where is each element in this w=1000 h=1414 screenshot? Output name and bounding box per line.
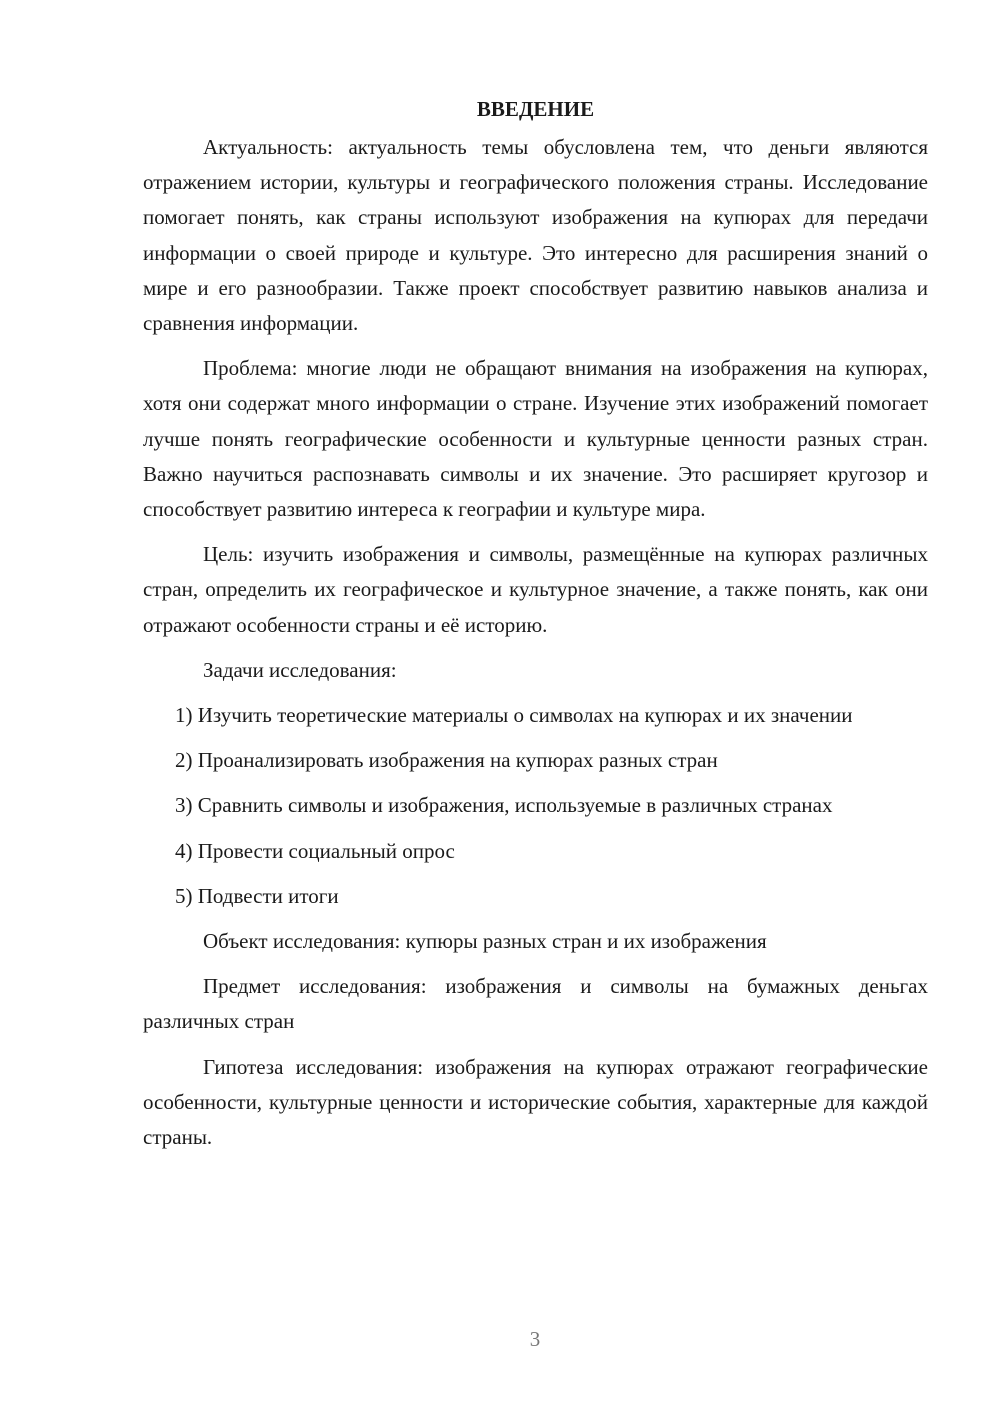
- object-paragraph: Объект исследования: купюры разных стран и их изображения: [203, 929, 767, 954]
- task-item: 4) Провести социальный опрос: [175, 838, 455, 863]
- tasks-heading: Задачи исследования:: [203, 657, 397, 682]
- task-item: 2) Проанализировать изображения на купюрах разных стран: [175, 748, 718, 773]
- goal-paragraph: Цель: изучить изображения и символы, размещённые на купюрах различных стран, определить их географическое и культурное значение, а также понять, как они отражают особенности страны и её историю.: [143, 542, 928, 637]
- relevance-paragraph: Актуальность: актуальность темы обусловлена тем, что деньги являются отражением истории, культуры и географического положения страны. Исследование помогает понять, как страны используют изображения на купюрах для передачи информации о своей природе и культуре. Это интересно для расширения знаний о мире и его разнообразии. Также проект способствует развитию навыков анализа и сравнения информации.: [143, 135, 928, 336]
- problem-paragraph: Проблема: многие люди не обращают внимания на изображения на купюрах, хотя они содержат много информации о стране. Изучение этих изображений помогает лучше понять географические особенности и культурные ценности разных стран. Важно научиться распознавать символы и их значение. Это расширяет кругозор и способствует развитию интереса к географии и культуре мира.: [143, 356, 928, 522]
- page-number: 3: [529, 1327, 541, 1351]
- task-item: 1) Изучить теоретические материалы о символах на купюрах и их значении: [175, 703, 853, 728]
- page-title: ВВЕДЕНИЕ: [476, 97, 595, 121]
- subject-paragraph: Предмет исследования: изображения и символы на бумажных деньгах различных стран: [143, 974, 928, 1034]
- hypothesis-paragraph: Гипотеза исследования: изображения на купюрах отражают географические особенности, культурные ценности и исторические события, характерные для каждой страны.: [143, 1054, 928, 1150]
- document-page: [143, 92, 928, 1165]
- task-item: 3) Сравнить символы и изображения, используемые в различных странах: [175, 793, 833, 818]
- tasks-list: [143, 698, 928, 914]
- task-item: 5) Подвести итоги: [175, 883, 339, 908]
